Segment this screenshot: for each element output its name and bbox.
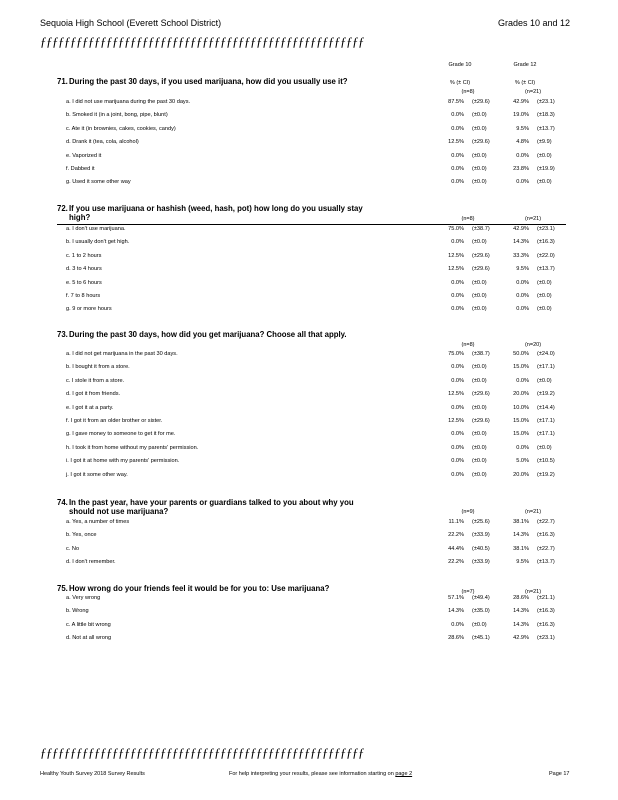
grade12-percent: 0.0% (516, 179, 529, 186)
answer-label: f. Dabbed it (66, 166, 95, 172)
question-number: 74. (57, 498, 68, 507)
grade10-ci: (±38.7) (472, 351, 490, 357)
grade10-ci: (±29.6) (472, 418, 490, 424)
table-row (66, 418, 566, 429)
grade12-ci: (±19.2) (537, 471, 555, 478)
table-row (66, 266, 566, 277)
grade10-ci: (±0.0) (472, 431, 487, 438)
footer-page-number: Page 17 (549, 771, 570, 777)
grade10-percent: 0.0% (451, 364, 464, 371)
grade12-ci: (±17.1) (537, 364, 555, 371)
grade12-ci: (±14.4) (537, 404, 555, 411)
question-text: How wrong do your friends feel it would be for you to: Use marijuana? (69, 584, 330, 593)
grade12-percent: 50.0% (513, 351, 529, 357)
grade10-ci: (±0.0) (472, 166, 487, 172)
table-row (66, 99, 566, 110)
answer-label: f. 7 to 8 hours (66, 293, 101, 299)
answer-label: b. Wrong (66, 608, 89, 615)
grade12-ci: (±13.7) (537, 559, 555, 566)
answer-label: d. Drank it (tea, cola, alcohol) (66, 139, 139, 146)
grade12-percent: 4.8% (516, 139, 529, 146)
question-text: During the past 30 days, how did you get marijuana? Choose all that apply. (69, 330, 347, 339)
table-row (66, 608, 566, 619)
grade10-percent: 0.0% (451, 404, 464, 411)
table-row (66, 546, 566, 557)
grade10-stat-header: % (± CI) (449, 80, 471, 86)
grade12-ci: (±13.7) (537, 125, 555, 132)
grade10-percent: 12.5% (448, 252, 464, 259)
answer-label: a. Very wrong (66, 595, 101, 601)
answer-label: g. I gave money to someone to get it for me. (66, 431, 176, 438)
grade10-percent: 44.4% (448, 545, 464, 552)
answer-label: i. I got it at home with my parents' permission. (66, 458, 180, 465)
grade12-percent: 15.0% (513, 431, 529, 438)
grade12-percent: 38.1% (513, 545, 529, 552)
grade12-ci: (±0.0) (537, 293, 552, 299)
grade10-ci: (±0.0) (472, 364, 487, 371)
grade10-sample-size: (n=7) (461, 589, 475, 595)
question-number: 75. (57, 584, 68, 593)
grade12-percent: 10.0% (513, 404, 529, 411)
answer-label: a. I did not use marijuana during the past 30 days. (66, 99, 191, 105)
answer-label: b. Yes, once (66, 532, 97, 539)
grade12-ci: (±16.3) (537, 608, 555, 615)
grade12-percent: 19.0% (513, 112, 529, 119)
grade12-ci: (±23.1) (537, 99, 555, 105)
grade12-percent: 28.6% (513, 595, 529, 601)
grade10-percent: 0.0% (451, 377, 464, 384)
grade10-ci: (±0.0) (472, 377, 487, 384)
grade10-ci: (±0.0) (472, 621, 487, 628)
answer-label: g. Used it some other way (66, 179, 131, 186)
question-text: If you use marijuana or hashish (weed, hash, pot) how long do you usually stay high? (69, 204, 363, 222)
table-row (66, 280, 566, 291)
grade10-percent: 22.2% (448, 532, 464, 539)
grade12-percent: 0.0% (516, 293, 529, 299)
answer-label: b. I bought it from a store. (66, 364, 130, 371)
answer-label: g. 9 or more hours (66, 306, 112, 313)
grade10-ci: (±29.6) (472, 391, 490, 398)
grade12-percent: 20.0% (513, 391, 529, 398)
table-row (66, 126, 566, 137)
grade10-sample-size: (n=8) (461, 216, 475, 222)
grade12-ci: (±24.0) (537, 351, 555, 357)
grade12-ci: (±0.0) (537, 152, 552, 159)
grade12-ci: (±0.0) (537, 279, 552, 286)
table-row (66, 532, 566, 543)
grade10-header: Grade 10 (448, 62, 472, 68)
grade10-percent: 14.3% (448, 608, 464, 615)
grade12-ci: (±13.7) (537, 266, 555, 273)
grade10-ci: (±0.0) (472, 279, 487, 286)
footer-help-sentence: For help interpreting your results, please see information starting on (229, 771, 394, 777)
grade10-ci: (±29.6) (472, 99, 490, 105)
answer-label: a. I did not get marijuana in the past 30 days. (66, 351, 178, 357)
grade12-ci: (±19.9) (537, 166, 555, 172)
question-number: 73. (57, 330, 68, 339)
answer-label: e. 5 to 6 hours (66, 279, 102, 286)
grade12-sample-size: (n=21) (524, 509, 542, 515)
grade12-percent: 20.0% (513, 471, 529, 478)
table-row (66, 226, 566, 237)
grade12-percent: 0.0% (516, 279, 529, 286)
grade10-percent: 11.1% (448, 519, 464, 525)
grade10-percent: 0.0% (451, 239, 464, 246)
grade12-percent: 0.0% (516, 444, 529, 451)
grade12-ci: (±9.9) (537, 139, 552, 146)
question-71 (57, 77, 367, 86)
grade12-ci: (±17.1) (537, 418, 555, 424)
answer-label: e. I got it at a party. (66, 404, 114, 411)
grade10-ci: (±40.5) (472, 545, 490, 552)
table-row (66, 306, 566, 317)
footer-decoration: ƒƒƒƒƒƒƒƒƒƒƒƒƒƒƒƒƒƒƒƒƒƒƒƒƒƒƒƒƒƒƒƒƒƒƒƒƒƒƒƒƒƒƒƒƒƒƒƒƒƒƒƒƒƒ (40, 745, 364, 760)
question-75 (57, 584, 367, 593)
answer-label: j. I got it some other way. (66, 471, 128, 478)
grade10-ci: (±33.9) (472, 559, 490, 566)
question-text: In the past year, have your parents or guardians talked to you about why you should not use marijuana? (69, 498, 354, 516)
grade12-percent: 0.0% (516, 306, 529, 313)
grade10-percent: 0.0% (451, 444, 464, 451)
grade12-ci: (±21.1) (537, 595, 555, 601)
table-row (66, 179, 566, 190)
grade10-percent: 0.0% (451, 152, 464, 159)
grade10-percent: 87.5% (448, 99, 464, 105)
answer-label: c. I stole it from a store. (66, 377, 125, 384)
grade10-ci: (±0.0) (472, 306, 487, 313)
grade12-ci: (±23.1) (537, 226, 555, 232)
table-row (66, 622, 566, 633)
footer-survey-title: Healthy Youth Survey 2018 Survey Results (40, 771, 145, 777)
grade10-percent: 0.0% (451, 125, 464, 132)
grade12-percent: 15.0% (513, 418, 529, 424)
grade10-ci: (±49.4) (472, 595, 490, 601)
grade12-ci: (±22.0) (537, 252, 555, 259)
grade12-percent: 9.5% (516, 559, 529, 566)
grade10-ci: (±29.6) (472, 252, 490, 259)
footer-page-link[interactable]: page 2 (395, 771, 413, 777)
section-rule (57, 224, 566, 225)
answer-label: h. I took it from home without my parents' permission. (66, 444, 199, 451)
grade10-percent: 0.0% (451, 431, 464, 438)
grade12-ci: (±10.5) (537, 458, 555, 465)
table-row (66, 458, 566, 469)
header-decoration: ƒƒƒƒƒƒƒƒƒƒƒƒƒƒƒƒƒƒƒƒƒƒƒƒƒƒƒƒƒƒƒƒƒƒƒƒƒƒƒƒƒƒƒƒƒƒƒƒƒƒƒƒƒƒ (40, 34, 364, 49)
grade10-percent: 12.5% (448, 418, 464, 424)
table-row (66, 519, 566, 530)
grade12-percent: 9.5% (516, 125, 529, 132)
grade10-sample-size: (n=9) (461, 509, 475, 515)
grade10-percent: 0.0% (451, 279, 464, 286)
grade12-ci: (±0.0) (537, 179, 552, 186)
answer-label: a. Yes, a number of times (66, 519, 130, 525)
grade12-percent: 0.0% (516, 377, 529, 384)
answer-label: c. A little bit wrong (66, 621, 111, 628)
grade10-ci: (±0.0) (472, 293, 487, 299)
answer-label: e. Vaporized it (66, 152, 102, 159)
grade10-percent: 0.0% (451, 458, 464, 465)
grade12-ci: (±18.3) (537, 112, 555, 119)
grade10-percent: 0.0% (451, 306, 464, 313)
grade10-ci: (±0.0) (472, 458, 487, 465)
answer-label: d. 3 to 4 hours (66, 266, 102, 273)
grade10-percent: 12.5% (448, 266, 464, 273)
table-row (66, 139, 566, 150)
answer-label: c. No (66, 545, 80, 552)
grade10-percent: 0.0% (451, 112, 464, 119)
grade10-percent: 28.6% (448, 635, 464, 642)
grade12-percent: 14.3% (513, 621, 529, 628)
grade12-ci: (±0.0) (537, 444, 552, 451)
grade12-ci: (±0.0) (537, 306, 552, 313)
grade12-percent: 9.5% (516, 266, 529, 273)
table-row (66, 595, 566, 606)
grade10-ci: (±38.7) (472, 226, 490, 232)
grade12-percent: 15.0% (513, 364, 529, 371)
answer-label: b. I usually don't get high. (66, 239, 130, 246)
question-72 (57, 204, 367, 222)
grade10-percent: 75.0% (448, 226, 464, 232)
table-row (66, 239, 566, 250)
grade12-ci: (±17.1) (537, 431, 555, 438)
table-row (66, 405, 566, 416)
table-row (66, 391, 566, 402)
grade10-percent: 0.0% (451, 179, 464, 186)
table-row (66, 153, 566, 164)
question-74 (57, 498, 367, 516)
grade10-percent: 0.0% (451, 471, 464, 478)
table-row (66, 445, 566, 456)
answer-label: d. I don't remember. (66, 559, 116, 566)
grade10-percent: 12.5% (448, 391, 464, 398)
grade10-ci: (±0.0) (472, 239, 487, 246)
grade10-percent: 57.1% (448, 595, 464, 601)
answer-label: d. I got it from friends. (66, 391, 121, 398)
grade12-percent: 23.8% (513, 166, 529, 172)
grade12-ci: (±16.3) (537, 532, 555, 539)
grade12-percent: 42.9% (513, 226, 529, 232)
grade10-sample-size: (n=8) (461, 89, 475, 95)
grade10-ci: (±0.0) (472, 125, 487, 132)
grade12-ci: (±23.1) (537, 635, 555, 642)
question-text: During the past 30 days, if you used marijuana, how did you usually use it? (69, 77, 348, 86)
grade12-percent: 42.9% (513, 635, 529, 642)
table-row (66, 431, 566, 442)
grade12-ci: (±0.0) (537, 377, 552, 384)
grade12-percent: 38.1% (513, 519, 529, 525)
table-row (66, 378, 566, 389)
grade10-sample-size: (n=8) (461, 342, 475, 348)
grade12-percent: 14.3% (513, 608, 529, 615)
footer-help-text (229, 771, 412, 777)
grade12-percent: 33.3% (513, 252, 529, 259)
grade10-ci: (±0.0) (472, 152, 487, 159)
grade10-ci: (±25.6) (472, 519, 490, 525)
question-number: 71. (57, 77, 68, 86)
grade10-percent: 0.0% (451, 621, 464, 628)
table-row (66, 472, 566, 483)
grade10-ci: (±29.6) (472, 266, 490, 273)
grade12-sample-size: (n=21) (524, 589, 542, 595)
grade10-percent: 12.5% (448, 139, 464, 146)
grade10-percent: 22.2% (448, 559, 464, 566)
grade12-sample-size: (n=21) (524, 216, 542, 222)
grade12-ci: (±22.7) (537, 545, 555, 552)
table-row (66, 166, 566, 177)
table-row (66, 253, 566, 264)
answer-label: c. 1 to 2 hours (66, 252, 102, 259)
grade12-percent: 42.9% (513, 99, 529, 105)
table-row (66, 635, 566, 646)
question-73 (57, 330, 367, 339)
grade12-ci: (±16.3) (537, 239, 555, 246)
grade10-ci: (±0.0) (472, 444, 487, 451)
grade12-percent: 5.0% (516, 458, 529, 465)
answer-label: c. Ate it (in brownies, cakes, cookies, candy) (66, 125, 176, 132)
grade10-percent: 0.0% (451, 166, 464, 172)
answer-label: b. Smoked it (in a joint, bong, pipe, blunt) (66, 112, 168, 119)
grade10-percent: 75.0% (448, 351, 464, 357)
table-row (66, 559, 566, 570)
grade12-percent: 0.0% (516, 152, 529, 159)
grade10-ci: (±0.0) (472, 112, 487, 119)
grade12-ci: (±19.2) (537, 391, 555, 398)
answer-label: f. I got it from an older brother or sister. (66, 418, 163, 424)
grades-label: Grades 10 and 12 (498, 18, 571, 28)
table-row (66, 293, 566, 304)
answer-label: d. Not at all wrong (66, 635, 112, 642)
grade12-percent: 14.3% (513, 532, 529, 539)
grade10-ci: (±33.9) (472, 532, 490, 539)
grade10-ci: (±35.0) (472, 608, 490, 615)
grade10-ci: (±45.1) (472, 635, 490, 642)
school-name: Sequoia High School (Everett School District) (40, 18, 222, 28)
grade10-ci: (±0.0) (472, 471, 487, 478)
grade10-ci: (±0.0) (472, 404, 487, 411)
grade10-ci: (±29.6) (472, 139, 490, 146)
table-row (66, 351, 566, 362)
grade12-stat-header: % (± CI) (514, 80, 536, 86)
table-row (66, 364, 566, 375)
grade10-percent: 0.0% (451, 293, 464, 299)
grade12-ci: (±22.7) (537, 519, 555, 525)
grade12-header: Grade 12 (513, 62, 537, 68)
grade12-sample-size: (n=21) (524, 89, 542, 95)
question-number: 72. (57, 204, 68, 213)
table-row (66, 112, 566, 123)
grade12-percent: 14.3% (513, 239, 529, 246)
grade12-ci: (±16.3) (537, 621, 555, 628)
grade12-sample-size: (n=20) (524, 342, 542, 348)
grade10-ci: (±0.0) (472, 179, 487, 186)
answer-label: a. I don't use marijuana. (66, 226, 126, 232)
